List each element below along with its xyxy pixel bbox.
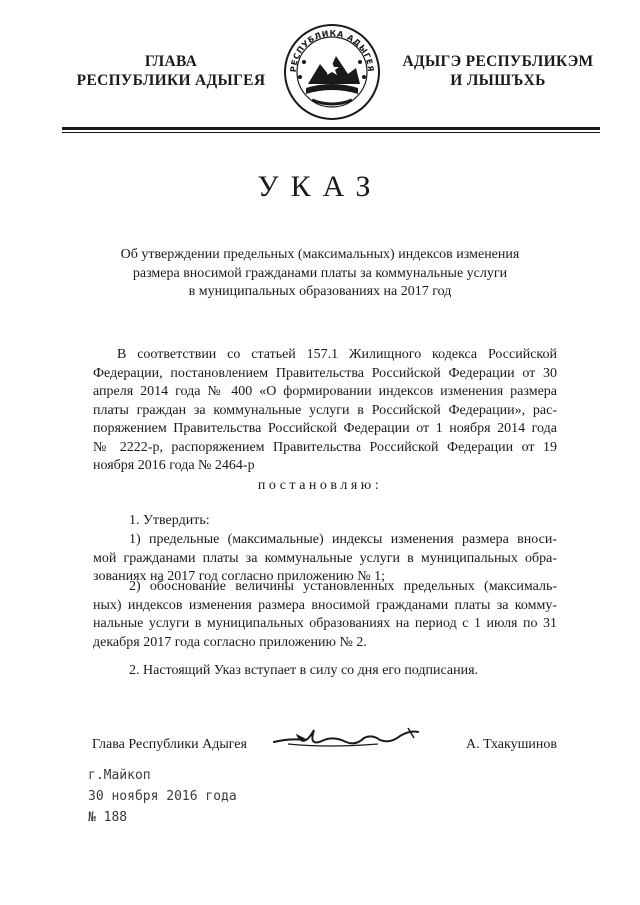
document-subject — [100, 246, 540, 302]
signatory-position: Глава Республики Адыгея — [92, 737, 247, 752]
handwritten-signature — [268, 718, 428, 758]
item-1-1-line: зованиях на 2017 год согласно приложению № 1; — [93, 569, 385, 584]
stamp-date: 30 ноября 2016 года — [88, 789, 237, 804]
item-1-2-paragraph — [93, 578, 557, 652]
header-right-line-2: И ЛЫШЪХЬ — [450, 72, 546, 89]
item-1-1-line: мой гражданами платы за коммунальные услуги в муниципальных обра- — [93, 550, 557, 566]
header-left-line-1: ГЛАВА — [144, 53, 198, 70]
stamp-city: г.Майкоп — [88, 768, 151, 783]
item-1-heading: 1. Утвердить: — [129, 513, 210, 528]
preamble-line: В соответствии со статьей 157.1 Жилищного кодекса Российской — [117, 347, 557, 362]
signatory-name: А. Тхакушинов — [466, 737, 557, 752]
preamble-line: апреля 2014 года № 400 «О формировании индексов изменения размера — [93, 384, 557, 399]
preamble-line: поряжением Правительства Российской Федерации от 1 ноября 2014 года — [93, 421, 557, 436]
preamble-line: Федерации, постановлением Правительства Российской Федерации от 30 — [93, 365, 557, 381]
coat-of-arms-emblem — [282, 22, 382, 122]
subject-line-1: Об утверждении предельных (максимальных) индексов изменения — [120, 247, 520, 262]
header-left — [66, 52, 276, 90]
item-2-paragraph — [93, 662, 557, 681]
document-title: УКАЗ — [257, 170, 383, 203]
header-divider-thick — [62, 127, 600, 130]
stamp-number: № 188 — [88, 810, 128, 825]
preamble-line: № 2222-р, распоряжением Правительства Российской Федерации от 19 — [93, 439, 557, 455]
preamble-line: платы граждан за коммунальные услуги в Российской Федерации», рас- — [93, 402, 557, 418]
header-right-line-1: АДЫГЭ РЕСПУБЛИКЭМ — [402, 53, 594, 70]
item-1-heading-block — [93, 512, 557, 531]
decree-word: постановляю: — [257, 478, 383, 493]
header-left-line-2: РЕСПУБЛИКИ АДЫГЕЯ — [76, 72, 266, 89]
preamble-paragraph — [93, 346, 557, 476]
subject-line-3: в муниципальных образованиях на 2017 год — [188, 284, 452, 299]
item-2-line: 2. Настоящий Указ вступает в силу со дня его подписания. — [129, 663, 479, 678]
item-1-2-line: нальные услуги в муниципальных образованиях на период с 1 июля по 31 — [93, 616, 557, 631]
preamble-line: ноября 2016 года № 2464-р — [93, 458, 255, 473]
item-1-2-line: ных) индексов изменения размера вносимой гражданами платы за комму- — [93, 597, 557, 613]
emblem-text: РЕСПУБЛИКА АДЫГЕЯ — [288, 28, 376, 73]
item-1-2-line: 2) обоснование величины установленных предельных (максималь- — [129, 579, 557, 594]
subject-line-2: размера вносимой гражданами платы за коммунальные услуги — [132, 265, 508, 281]
header-divider-thin — [62, 132, 600, 133]
header-right — [398, 52, 598, 90]
item-1-2-line: декабря 2017 года согласно приложению № 2. — [93, 634, 367, 650]
item-1-1-line: 1) предельные (максимальные) индексы изменения размера вноси- — [129, 532, 557, 547]
